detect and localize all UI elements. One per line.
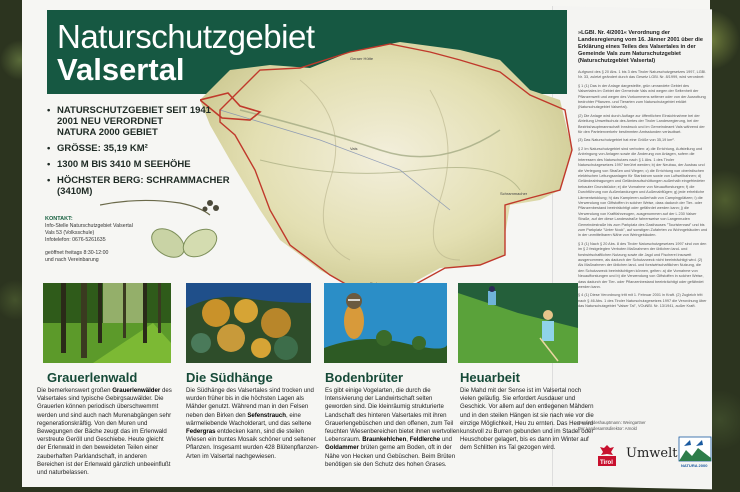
- photo-south-slopes: [186, 283, 311, 363]
- opening-hours: geöffnet freitags 8:30-12:00: [45, 250, 109, 256]
- regulation-body: [578, 70, 708, 310]
- section-title-bodenbrueter: Bodenbrüter: [325, 370, 403, 385]
- title-line-1: Naturschutzgebiet: [57, 18, 315, 55]
- photo-alder-forest: [43, 283, 171, 363]
- tirol-eagle-logo: [598, 444, 616, 466]
- fact-list: [47, 105, 267, 202]
- svg-text:Tirol: Tirol: [600, 460, 613, 466]
- contact-line: Info-Stelle Naturschutzgebiet Valsertal: [45, 223, 133, 229]
- regulation-paragraph: § 2 Im Naturschutzgebiet sind verboten: a) die Errichtung, Aufstellung und Anbringung von Anlagen sowie die Änderung von Anlagen, sofern die Interessen des Naturschutzes nach § 1 Abs. 1 des Tiroler Naturschutzgesetzes 1997 berührt werden; b) der Neubau, der Ausbau und die Verlegung von Straßen und Wegen; c) die Errichtung von oberirdischen elektrischen Leitungsanlagen für Starkstrom sowie von Luftseilbahnen; d) Geländeabtragungen und Geländeaufschüttungen außerhalb eingefriedeter bebauter Grundstücke; e) die Vornahme von Neuaufforstungen; f) die Durchführung von Außenlandungen und Außenabflügen; g) jede erhebliche Lärmentwicklung; h) das Kampieren außerhalb von Campingplätzen; i) die Verwendung von Giftstoffen in solcher Weise, dass dadurch der Tier- oder Pflanzenbestand beeinträchtigt oder gefährdet werden kann; j) die Verwendung von Kraftfahrzeugen, ausgenommen auf der L 230 Valser Straße, auf der diese Landesstraße fahrenweise von Langenruden Gemeindestraße bis zum Parkplatz des Gasthauses "Touristenrast" und bis zum Parkplatz "Unter Nock", auf sonstigen Zufahrten zu Wohngebäuden und in der unmittelbaren Nähe von Weingebäuden.: [578, 146, 708, 238]
- section-title-grauerlenwald: Grauerlenwald: [47, 370, 138, 385]
- svg-text:NATURA 2000: NATURA 2000: [681, 463, 708, 468]
- svg-text:Schrammacher: Schrammacher: [500, 191, 528, 196]
- regulation-paragraph: § 1 (1) Das in der Anlage dargestellte, grün umrandete Gebiet des Valsertales im Gebiet der Gemeinde Vals wird wegen der Seltenheit der Pflanzenwelt und wegen des Vorkommens seltener oder von der Ausrottung bedrohter Pflanzen- und Tierarten zum Naturschutzgebiet erklärt (Naturschutzgebiet Valsertal).: [578, 83, 706, 110]
- legal-regulation: [578, 30, 708, 313]
- signatures: [578, 420, 646, 432]
- regulation-paragraph: § 3 (1) Nach § 20 Abs. 8 des Tiroler Naturschutzgesetzes 1997 sind von den im § 2 festgelegten Verboten Maßnahmen der üblichen land- und forstwirtschaftlichen Nutzung sowie die Jagd und Fischerei insoweit ausgenommen, als dadurch der Schutzzweck nicht beeinträchtigt wird. (2) Als Maßnahmen der üblichen land- und forstwirtschaftlichen Nutzung, die den Schutzzweck beeinträchtigen können, gelten: a) die Vornahme von Neuaufforstungen und b) die Verwendung von Giftstoffen in solcher Weise, dass dadurch der Tier- oder Pflanzenbestand beeinträchtigt oder gefährdet werden kann.: [578, 241, 707, 290]
- fact-item: • HÖCHSTER BERG: SCHRAMMACHER (3410M): [47, 175, 267, 197]
- fact-item: • GRÖSSE: 35,19 KM²: [47, 143, 267, 154]
- regulation-paragraph: § 4 (1) Diese Verordnung tritt mit 1. Februar 2001 in Kraft. (2) Zugleich tritt nach § 46 Abs. 1 des Tiroler Naturschutzgesetzes 1997 die Verordnung über das Naturschutzgebiet "Valser Tal", VOuNBl. Nr. 13/1941, außer Kraft.: [578, 293, 707, 309]
- opening-hours-note: und nach Vereinbarung: [45, 257, 99, 263]
- section-text-heuarbeit: Die Mahd mit der Sense ist im Valsertal noch vielen geläufig. Sie erfordert Ausdauer und Geschick. Vor allem auf den entlegenen Mähdern und in den steilen Hängen ist sie nach wie vor die einzige Möglichkeit, Heu zu ernten. Das Heu wird kunstvoll zu Burren gebunden und im Stadel oder Heuschober gelagert, bis es dann im Winter auf dem Schlitten ins Tal gezogen wird.: [460, 387, 594, 452]
- svg-text:Geraer Hütte: Geraer Hütte: [350, 56, 374, 61]
- regulation-paragraph: (2) Die Anlage wird durch Auflage zur öffentlichen Einsichtnahme bei der Abteilung Umweltschutz des Amtes der Tiroler Landesregierung, bei der Bezirkshauptmannschaft Innsbruck und im Gemeindeamt Vals während der für den Parteienverkehr bestimmten Amtsstunden verlautbart.: [578, 113, 705, 135]
- contact-info: [45, 216, 155, 264]
- contact-heading: KONTAKT:: [45, 216, 73, 222]
- regulation-heading: »LGBl. Nr. 4/2001« Verordnung der Landesregierung vom 16. Jänner 2001 über die Erklärung eines Teiles des Valsertales in der Gemeinde Vals zum Naturschutzgebiet (Naturschutzgebiet Valsertal): [578, 30, 703, 64]
- section-text-bodenbrueter: Es gibt einige Vogelarten, die durch die Intensivierung der Landwirtschaft selten geworden sind. Die kleinräumig strukturierte Landschaft des hinteren Valsertales mit ihren Grauerlengebüschen und den offenen, zum Teil feuchten Wiesenbereichen bietet ihnen wertvollen Lebensraum. Braunkehlchen, Feldlerche und Goldammer brüten gerne am Boden, oft in der Nähe von Hecken und Gebüschen. Beim Brüten benötigen sie den Schutz des hohen Grases.: [325, 387, 460, 468]
- signature-governor: Der Landeshauptmann: Weingartner: [578, 420, 646, 425]
- contact-phone: Infotelefon: 0676-5261635: [45, 237, 106, 243]
- contact-line: Vals 53 (Volksschule): [45, 230, 95, 236]
- fact-item: • NATURSCHUTZGEBIET SEIT 1941 2001 NEU VERORDNET NATURA 2000 GEBIET: [47, 105, 267, 138]
- signature-director: Der Landesamtsdirektor: Arnold: [578, 426, 637, 431]
- section-title-heuarbeit: Heuarbeit: [460, 370, 520, 385]
- fact-item: • 1300 M BIS 3410 M SEEHÖHE: [47, 159, 267, 170]
- photo-whinchat-bird: [324, 283, 447, 363]
- regulation-paragraph: (3) Das Naturschutzgebiet hat eine Größe von 35,19 km².: [578, 138, 675, 143]
- photo-haymaking: [458, 283, 578, 363]
- section-text-suedhaenge: Die Südhänge des Valsertales sind trocken und wurden früher bis in die höchsten Lagen als Mähder genutzt. Während man in den Felsen neben den Birken den Sefenstrauch, eine wärmeliebende Wacholderart, und das seltene Federgras entdecken kann, sind die steilen Wiesen ein buntes Mosaik schöner und seltener Pflanzen. Insgesamt wurden 428 Blütenpflanzen-Arten im Valsertal nachgewiesen.: [186, 387, 319, 460]
- title-line-2: Valsertal: [57, 52, 185, 87]
- svg-text:Vals: Vals: [350, 146, 358, 151]
- umwelt-logo: Umwelt: [626, 446, 678, 461]
- regulation-intro: Aufgrund des § 20 Abs. 1 bis 3 des Tiroler Naturschutzgesetzes 1997, LGBl. Nr. 33, zuletzt geändert durch das Gesetz LGBl. Nr. 8/1999, wird verordnet:: [578, 70, 707, 80]
- section-title-suedhaenge: Die Südhänge: [186, 370, 273, 385]
- section-text-grauerlenwald: Die bemerkenswert großen Grauerlenwälder des Valsertales sind typische Gebirgsauwälder. Die Grauerlen können periodisch überschwemmt werden und sind auch nach Murenabgängen sehr regenerationskräftig. Von den Muren und Bewegungen der Bäche zeugt das im Erlenwald verstreute Geröll und Geschiebe. Heute gleicht der Erlenwald in den beweideten Teilen einer zauberhaften Parklandschaft, in anderen Bereichen ist der Erlenwald gänzlich unbeeinflußt und naturbelassen.: [37, 387, 172, 477]
- natura-2000-logo: [678, 436, 712, 468]
